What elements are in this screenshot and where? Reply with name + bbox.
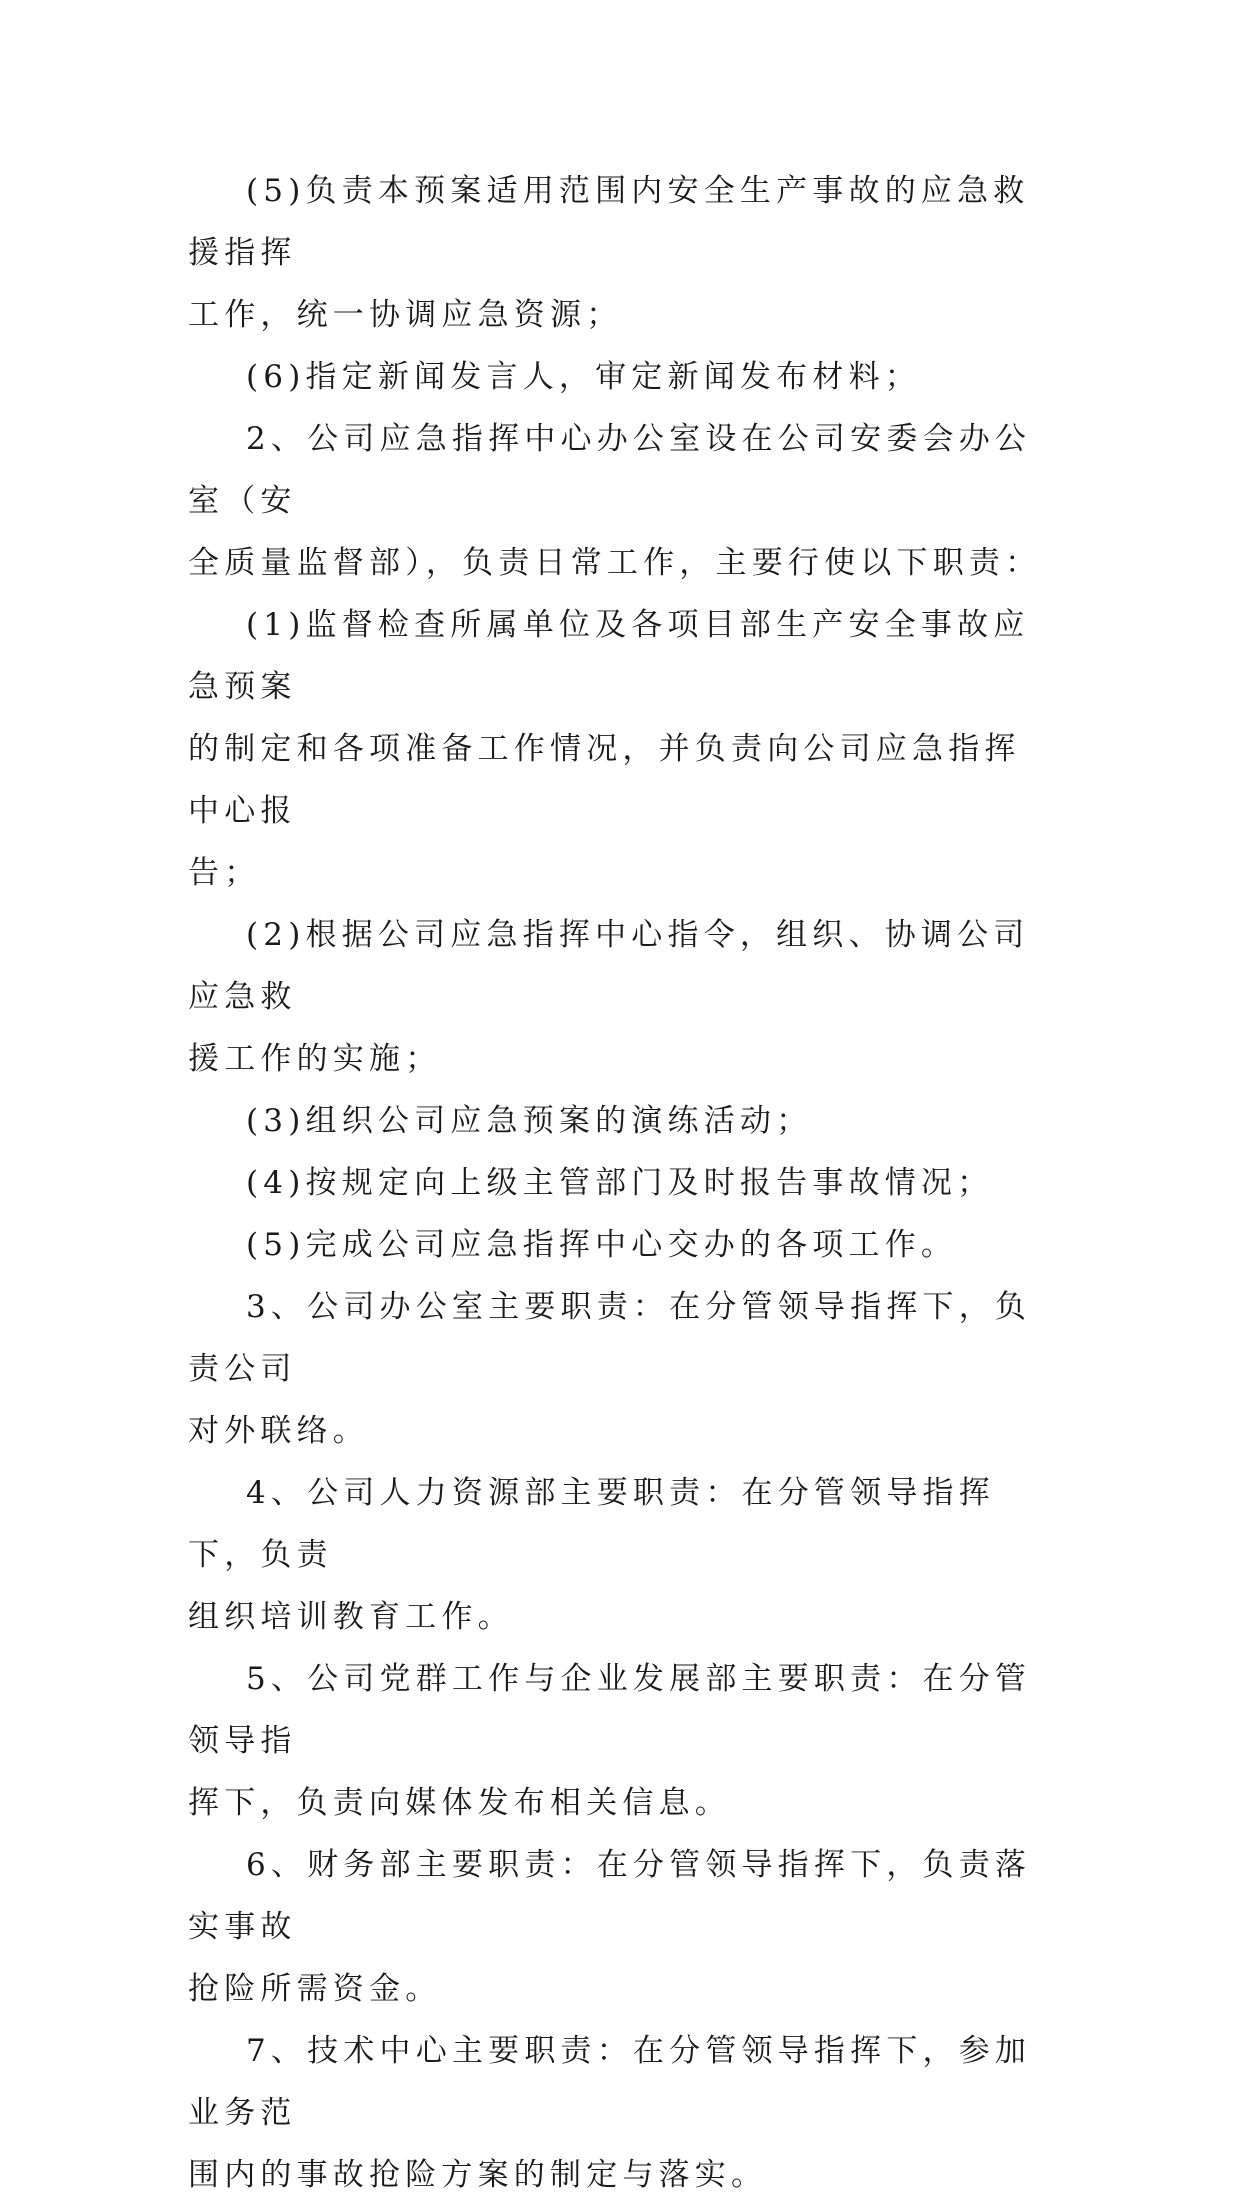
text-line: 组织培训教育工作。	[188, 1599, 514, 1635]
text-line: (1)监督检查所属单位及各项目部生产安全事故应急预案	[188, 607, 1030, 705]
text-line: 挥下，负责向媒体发布相关信息。	[188, 1785, 731, 1821]
text-line: 围内的事故抢险方案的制定与落实。	[188, 2157, 768, 2193]
text-line: (3)组织公司应急预案的演练活动；	[246, 1103, 813, 1139]
paragraph-section-7-tech	[188, 2020, 1054, 2206]
text-line: (5)负责本预案适用范围内安全生产事故的应急救援指挥	[188, 173, 1030, 271]
text-line: 2、公司应急指挥中心办公室设在公司安委会办公室（安	[188, 421, 1032, 519]
paragraph-office-duty-2	[188, 904, 1054, 1090]
text-line: 援工作的实施；	[188, 1041, 442, 1077]
text-line: 告；	[188, 855, 261, 891]
paragraph-section-2-office	[188, 408, 1054, 594]
text-line: 对外联络。	[188, 1413, 369, 1449]
text-line: 抢险所需资金。	[188, 1971, 442, 2007]
paragraph-section-3-admin-office	[188, 1276, 1054, 1462]
text-line: (5)完成公司应急指挥中心交办的各项工作。	[246, 1227, 958, 1263]
paragraph-section-6-finance	[188, 1834, 1054, 2020]
text-line: (4)按规定向上级主管部门及时报告事故情况；	[246, 1165, 994, 1201]
text-line: 5、公司党群工作与企业发展部主要职责：在分管领导指	[188, 1661, 1032, 1759]
text-line: 7、技术中心主要职责：在分管领导指挥下，参加业务范	[188, 2033, 1032, 2131]
paragraph-office-duty-5	[188, 1214, 1054, 1276]
text-line: 工作，统一协调应急资源；	[188, 297, 623, 333]
text-line: 全质量监督部），负责日常工作，主要行使以下职责：	[188, 545, 1042, 581]
text-line: 的制定和各项准备工作情况，并负责向公司应急指挥中心报	[188, 731, 1021, 829]
text-line: (2)根据公司应急指挥中心指令，组织、协调公司应急救	[188, 917, 1030, 1015]
paragraph-office-duty-4	[188, 1152, 1054, 1214]
paragraph-section-4-hr	[188, 1462, 1054, 1648]
text-line: 4、公司人力资源部主要职责：在分管领导指挥下，负责	[188, 1475, 995, 1573]
text-line: 6、财务部主要职责：在分管领导指挥下，负责落实事故	[188, 1847, 1032, 1945]
text-line: (6)指定新闻发言人，审定新闻发布材料；	[246, 359, 921, 395]
paragraph-item-5-command	[188, 160, 1054, 346]
paragraph-section-5-party	[188, 1648, 1054, 1834]
paragraph-office-duty-1	[188, 594, 1054, 904]
document-page	[188, 160, 1054, 2206]
paragraph-item-6-spokesperson	[188, 346, 1054, 408]
paragraph-office-duty-3	[188, 1090, 1054, 1152]
text-line: 3、公司办公室主要职责：在分管领导指挥下，负责公司	[188, 1289, 1032, 1387]
